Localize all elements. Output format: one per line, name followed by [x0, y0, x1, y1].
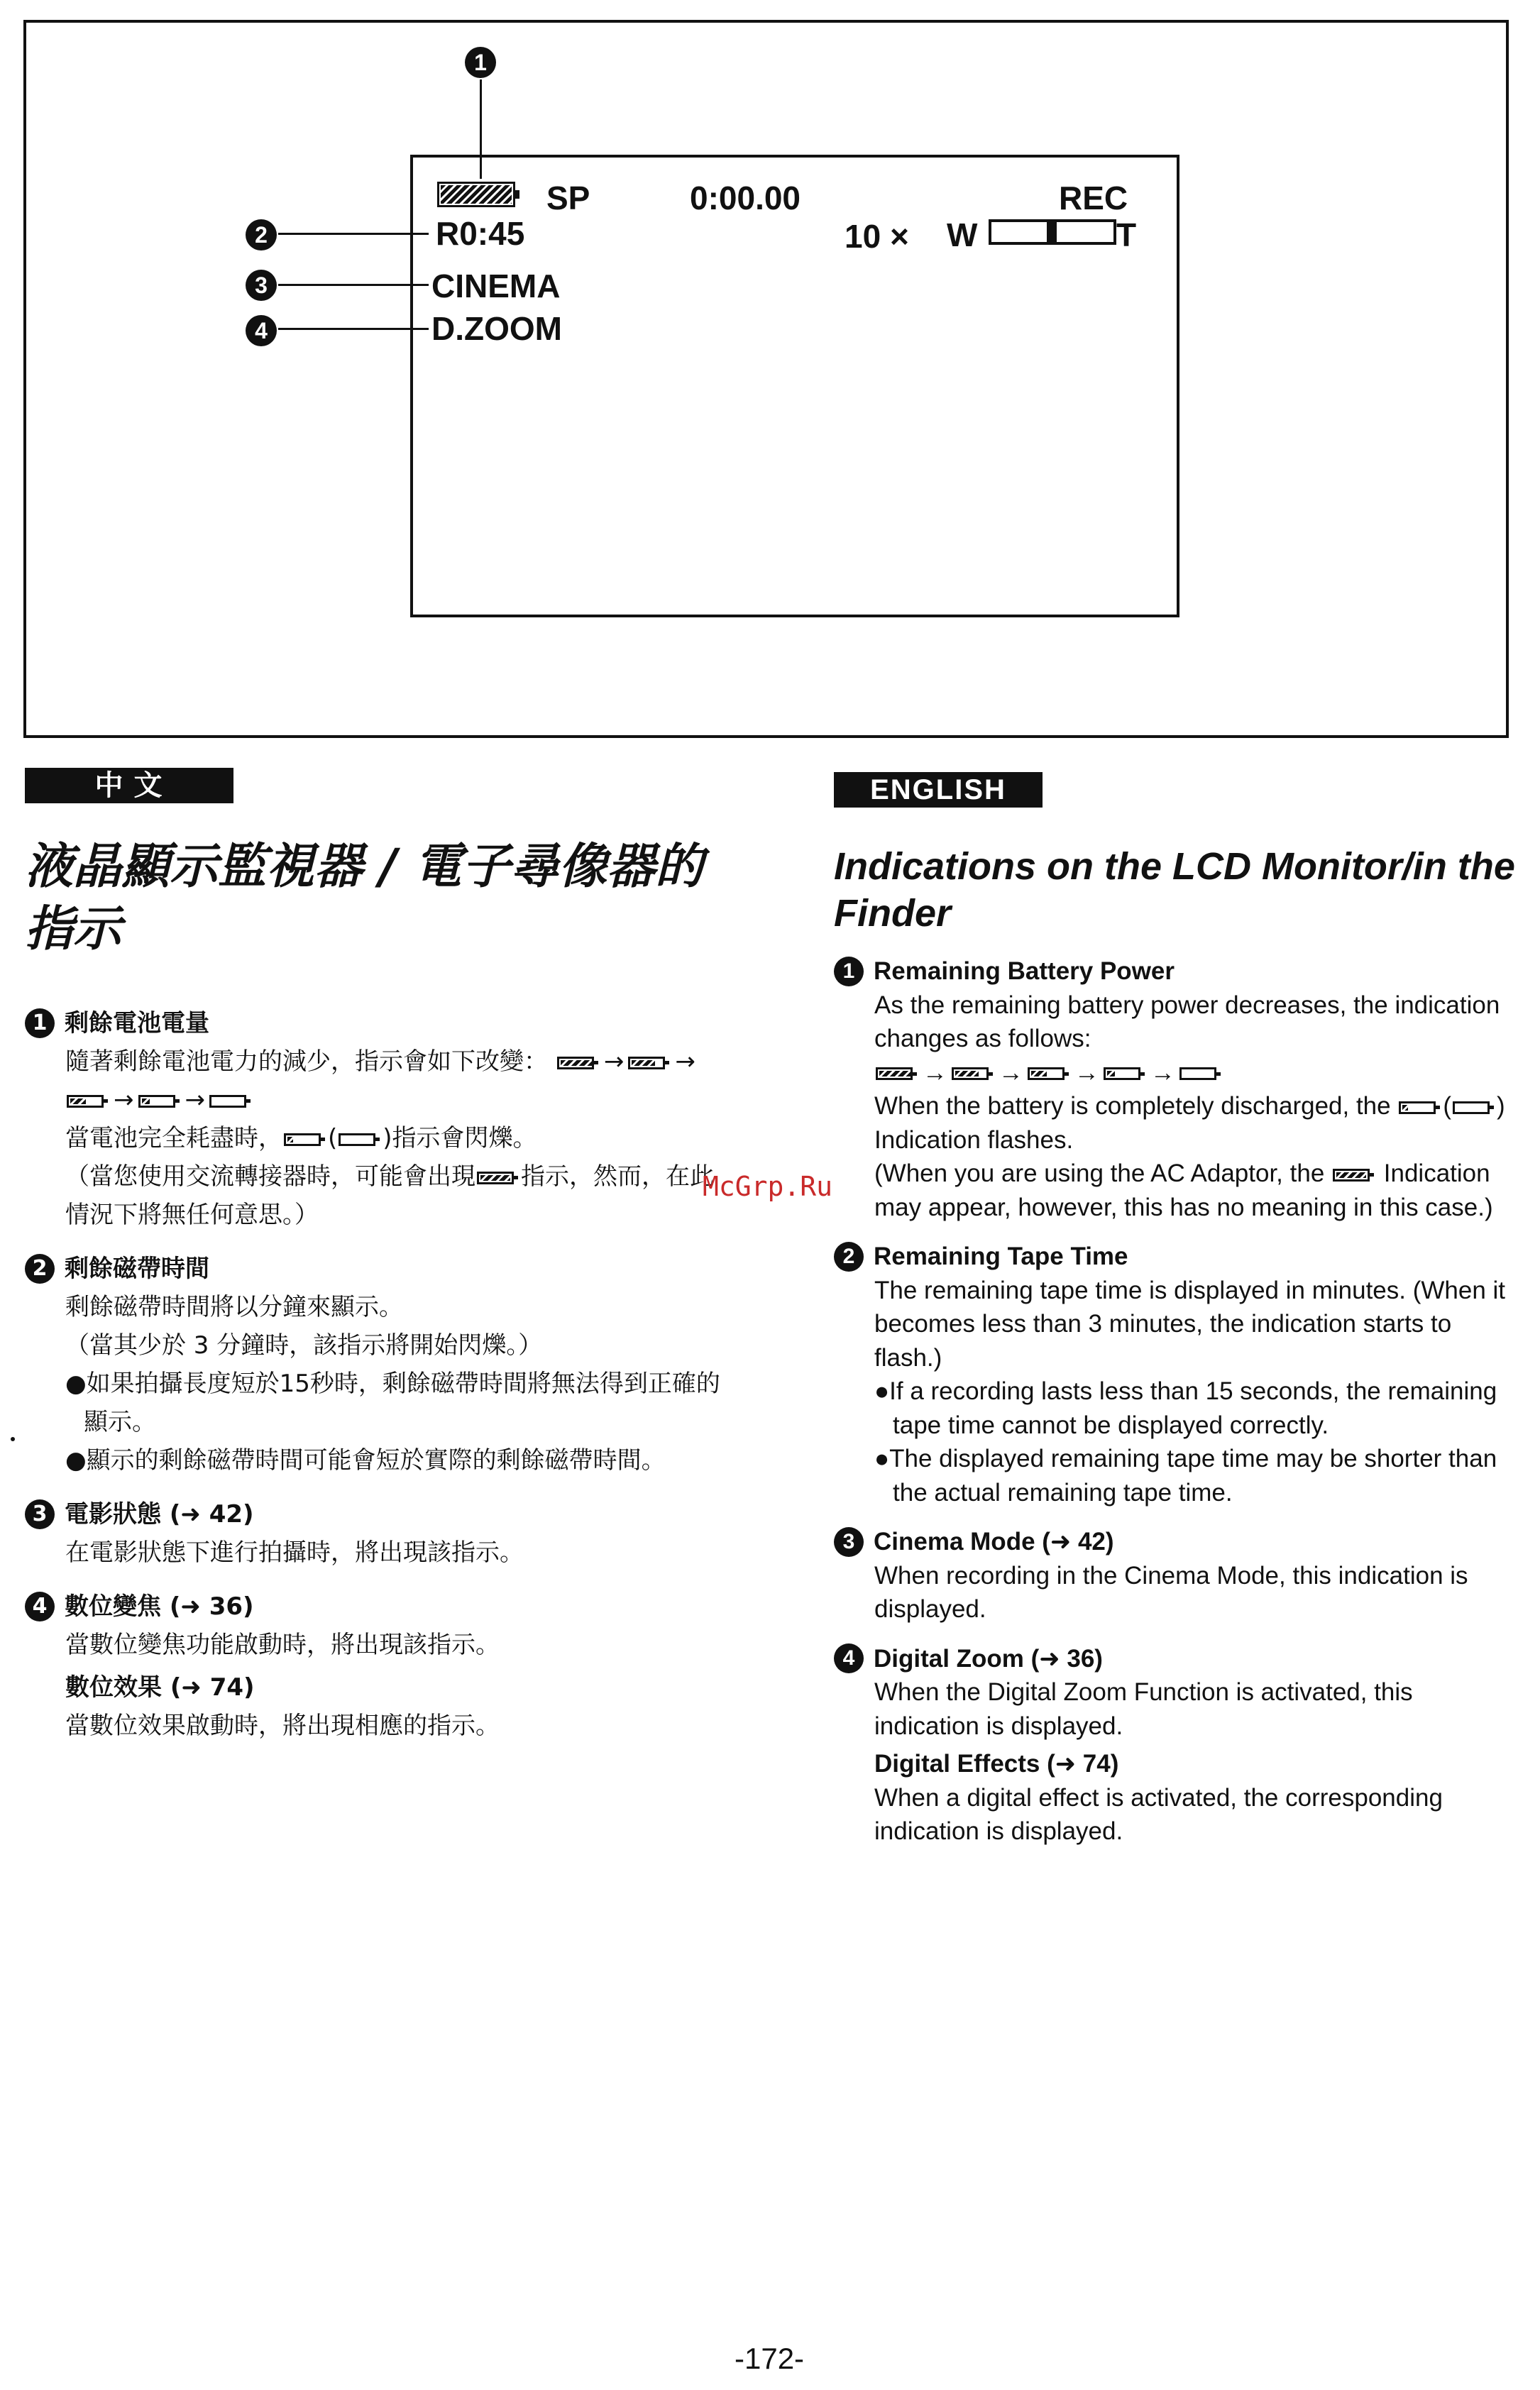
lcd-time-counter: 0:00.00 [690, 180, 801, 216]
zh-tape-line-1: 剩餘磁帶時間將以分鐘來顯示。 [65, 1293, 403, 1321]
en-item-4 [834, 1642, 1515, 1849]
zh-battery-intro: 隨著剩餘電池電力的減少，指示會如下改變： [65, 1047, 548, 1076]
battery-empty-icon [1453, 1101, 1490, 1114]
sequence-arrow: → [603, 1047, 625, 1076]
zh-tape-bullet-1: ●如果拍攝長度短於15秒時，剩餘磁帶時間將無法得到正確的顯示。 [65, 1370, 720, 1436]
battery-level-icon [1179, 1067, 1216, 1080]
en-dzoom-text: When the Digital Zoom Function is activated, this indication is displayed. [874, 1678, 1413, 1740]
battery-level-icon [1104, 1067, 1140, 1080]
en-item-1: 1 Remaining Battery Power As the remaining battery power decreases, the indication changes as follows: → → → → When the battery is completely discharged, the ( ) Indication flashes. (When you are using the AC Adaptor, the Indication may appear, however, this has no meaning in this case.) [834, 954, 1515, 1224]
scan-dot [11, 1437, 15, 1441]
zh-tape-line-2: （當其少於 3 分鐘時，該指示將開始閃爍。） [65, 1331, 543, 1360]
sequence-arrow: → [675, 1047, 695, 1076]
en-item-2 [834, 1240, 1515, 1509]
zh-battery-empty-text: 當電池完全耗盡時， [65, 1124, 282, 1152]
zh-digital-effects-heading: 數位效果 (➜ 74) [65, 1673, 255, 1702]
en-item-1-heading: Remaining Battery Power [874, 957, 1175, 985]
callout-3-leader [278, 284, 429, 286]
sequence-arrow: → [114, 1086, 134, 1114]
en-title: Indications on the LCD Monitor/in the Finder [834, 845, 1515, 935]
zh-body [25, 1004, 720, 1761]
zh-title: 液晶顯示監視器 / 電子尋像器的指示 [25, 839, 704, 958]
zh-language-tag: 中 文 [25, 768, 233, 803]
zh-item-3-number: 3 [25, 1499, 55, 1529]
zh-item-4-heading: 數位變焦 (➜ 36) [65, 1592, 254, 1621]
battery-full-icon [437, 182, 515, 207]
lcd-zoom-w: W [947, 216, 978, 253]
sequence-arrow: → [185, 1086, 205, 1114]
zh-tape-bullet-2: ●顯示的剩餘磁帶時間可能會短於實際的剩餘磁帶時間。 [65, 1446, 666, 1475]
sequence-arrow: → [1150, 1058, 1175, 1086]
zh-item-4 [25, 1587, 720, 1745]
sequence-arrow: → [1074, 1058, 1099, 1086]
en-item-3-number: 3 [834, 1527, 864, 1557]
callout-2: 2 [246, 219, 277, 250]
battery-level-icon [138, 1095, 175, 1108]
en-item-3-heading: Cinema Mode (➜ 42) [874, 1528, 1114, 1555]
zh-item-1-number: 1 [25, 1008, 55, 1038]
zh-ac-adaptor-text: （當您使用交流轉接器時，可能會出現 [65, 1162, 475, 1191]
zh-item-2-heading: 剩餘磁帶時間 [65, 1255, 209, 1283]
lcd-tape-mode: SP [546, 180, 590, 216]
battery-level-icon [628, 1057, 665, 1069]
en-digital-effects-text: When a digital effect is activated, the corresponding indication is displayed. [874, 1783, 1443, 1845]
lcd-dzoom: D.ZOOM [431, 310, 562, 347]
battery-level-icon [67, 1095, 104, 1108]
en-tape-line-1: The remaining tape time is displayed in minutes. (When it becomes less than 3 minutes, the indication starts to flash.) [874, 1276, 1506, 1372]
en-cinema-text: When recording in the Cinema Mode, this indication is displayed. [874, 1561, 1468, 1623]
en-tape-bullet-2: ●The displayed remaining tape time may be shorter than the actual remaining tape time. [874, 1445, 1497, 1507]
lcd-cinema: CINEMA [431, 268, 561, 304]
lcd-zoom-t: T [1116, 216, 1137, 253]
battery-full-icon [477, 1172, 514, 1184]
zh-item-1-heading: 剩餘電池電量 [65, 1009, 209, 1037]
battery-level-icon [557, 1057, 594, 1069]
en-body [834, 954, 1515, 1864]
lcd-rec-indicator: REC [1059, 180, 1128, 216]
sequence-arrow: → [923, 1058, 947, 1086]
en-item-3 [834, 1525, 1515, 1626]
en-language-tag: ENGLISH [834, 772, 1043, 808]
zh-battery-flash-text: 指示會閃爍。 [392, 1124, 537, 1152]
battery-level-icon [952, 1067, 989, 1080]
en-item-4-heading: Digital Zoom (➜ 36) [874, 1644, 1103, 1673]
en-battery-flash-text: Indication flashes. [874, 1125, 1074, 1154]
zh-item-3 [25, 1495, 720, 1572]
en-battery-empty-text: When the battery is completely discharged, the [874, 1092, 1391, 1120]
battery-empty-icon [339, 1133, 375, 1146]
zh-digital-effects-text: 當數位效果啟動時，將出現相應的指示。 [65, 1712, 500, 1740]
en-digital-effects-heading: Digital Effects (➜ 74) [874, 1750, 1119, 1778]
en-item-1-number: 1 [834, 957, 864, 986]
battery-level-icon [1028, 1067, 1065, 1080]
battery-low-icon [1399, 1101, 1436, 1114]
callout-2-leader [278, 233, 429, 235]
battery-level-icon [876, 1067, 913, 1080]
callout-4-leader [278, 328, 429, 330]
en-item-2-heading: Remaining Tape Time [874, 1243, 1128, 1270]
en-battery-sequence [874, 1056, 1515, 1090]
battery-low-icon [284, 1133, 321, 1146]
page-number: -172- [735, 2342, 805, 2375]
en-tape-bullet-1: ●If a recording lasts less than 15 seconds, the remaining tape time cannot be displayed correctly. [874, 1377, 1497, 1439]
zh-item-1: 1 剩餘電池電量 隨著剩餘電池電力的減少，指示會如下改變： → → → → 當電池完全耗盡時， ( )指示會閃爍。 （當您使用交流轉接器時，可能會出現 指示，然而，在此情況下將無任何意思。） [25, 1004, 720, 1234]
callout-1: 1 [465, 47, 496, 78]
zh-item-2-number: 2 [25, 1254, 55, 1284]
en-ac-adaptor-text-end: Indication may appear, however, this has no meaning in this case.) [874, 1160, 1493, 1221]
zh-ac-adaptor-text-end: 指示，然而，在此情況下將無任何意思。） [65, 1162, 714, 1229]
callout-1-leader [480, 79, 482, 179]
lcd-remaining-tape: R0:45 [436, 215, 525, 252]
battery-level-icon [209, 1095, 246, 1108]
lcd-zoom-bar [989, 219, 1116, 245]
en-item-2-number: 2 [834, 1242, 864, 1272]
en-battery-intro: As the remaining battery power decreases, the indication changes as follows: [874, 991, 1500, 1052]
watermark: McGrp.Ru [703, 1171, 833, 1202]
lcd-zoom-magnification: 10 × [845, 218, 909, 255]
zh-item-3-heading: 電影狀態 (➜ 42) [65, 1500, 254, 1529]
zh-item-4-number: 4 [25, 1592, 55, 1621]
en-ac-adaptor-text: (When you are using the AC Adaptor, the [874, 1160, 1325, 1187]
battery-full-icon [1333, 1169, 1370, 1182]
callout-3: 3 [246, 270, 277, 301]
en-item-4-number: 4 [834, 1643, 864, 1673]
zh-item-2 [25, 1250, 720, 1480]
callout-4: 4 [246, 315, 277, 346]
zh-cinema-text: 在電影狀態下進行拍攝時，將出現該指示。 [65, 1538, 524, 1567]
zh-dzoom-text: 當數位變焦功能啟動時，將出現該指示。 [65, 1631, 500, 1659]
sequence-arrow: → [999, 1058, 1023, 1086]
